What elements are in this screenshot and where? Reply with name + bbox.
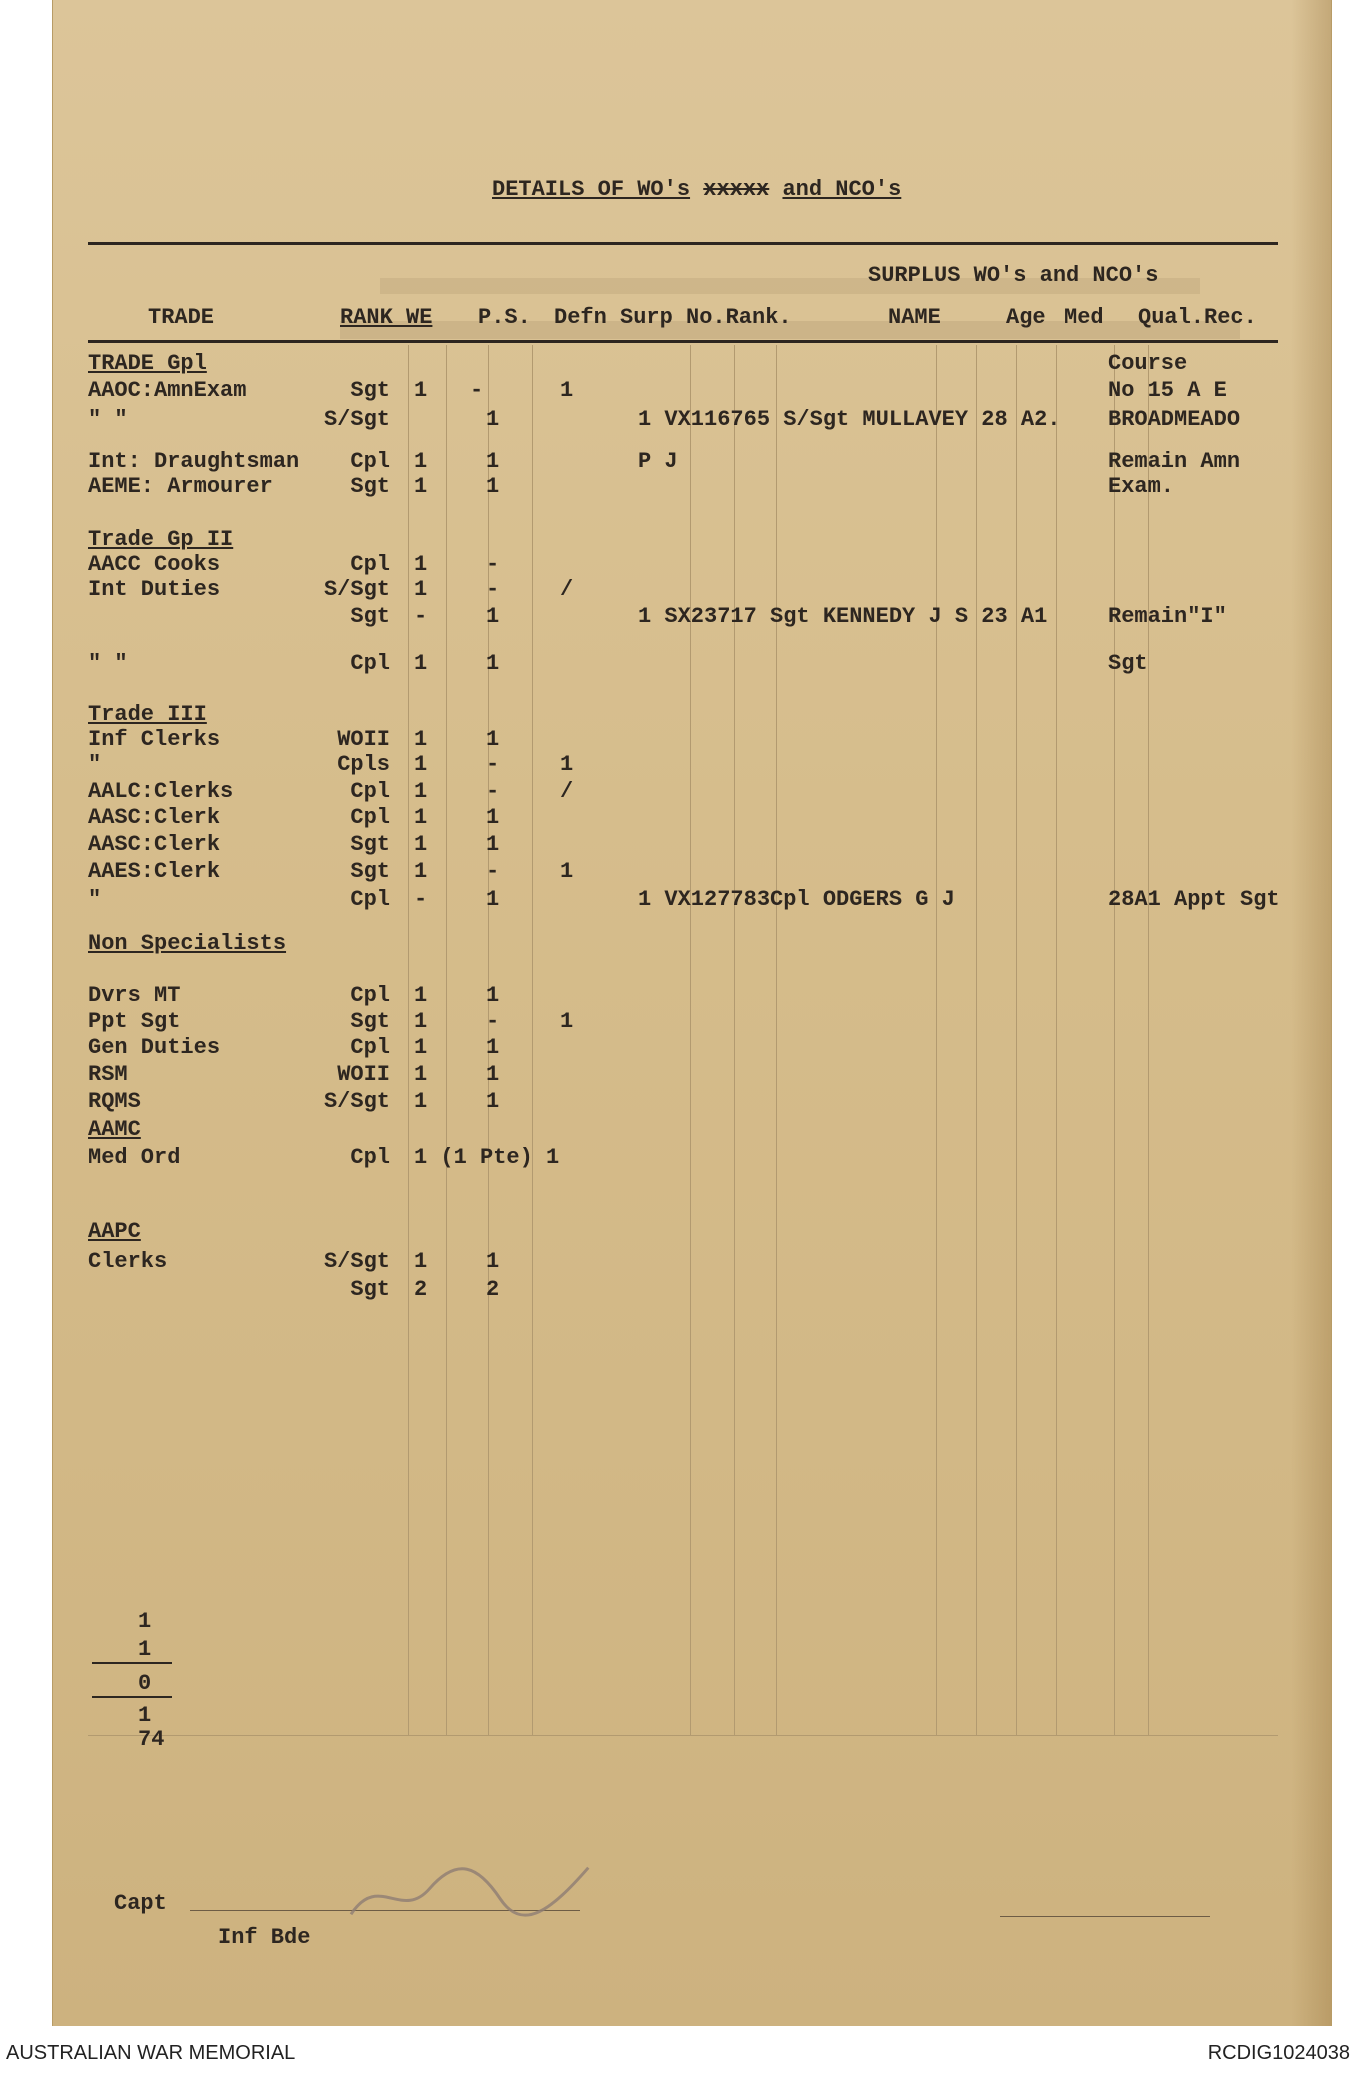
cell-we: - — [414, 604, 428, 629]
cell-remark: BROADMEADO — [1108, 407, 1241, 432]
cell-trade: AAOC:AmnExam — [88, 378, 247, 403]
cell-trade: Int Duties — [88, 577, 221, 602]
cell-trade: " — [88, 752, 102, 777]
cell-we: 1 (1 Pte) 1 — [414, 1145, 560, 1170]
cell-rank: Sgt — [350, 1009, 390, 1034]
grid-line-v2 — [446, 345, 447, 1735]
cell-trade: Trade Gp II — [88, 527, 234, 552]
cell-rank: Sgt — [350, 1277, 390, 1302]
col-trade: TRADE — [148, 305, 215, 330]
cell-trade: TRADE Gpl — [88, 351, 207, 376]
cell-surplus: 1 VX127783Cpl ODGERS G J — [638, 887, 955, 912]
tally-4: 1 — [138, 1703, 152, 1728]
cell-rank: Cpl — [350, 779, 390, 804]
cell-we: 1 — [414, 1089, 428, 1114]
grid-line-v10 — [1016, 345, 1017, 1735]
col-rank-we: RANK WE — [340, 305, 433, 330]
cell-rank: Sgt — [350, 832, 390, 857]
cell-we: 1 — [414, 651, 428, 676]
cell-rank: WOII — [337, 727, 390, 752]
cell-ps: 1 — [486, 1035, 500, 1060]
cell-ps: - — [486, 859, 500, 884]
tally-rule-1 — [92, 1662, 172, 1664]
tally-2: 1 — [138, 1637, 152, 1662]
cell-trade: AASC:Clerk — [88, 832, 221, 857]
cell-ps: - — [486, 577, 500, 602]
despatch-line — [1000, 1916, 1210, 1917]
paper-edge-stain — [1291, 0, 1331, 2026]
cell-rank: Cpl — [350, 449, 390, 474]
col-qual-rec: Qual.Rec. — [1138, 305, 1257, 330]
cell-we: 1 — [414, 727, 428, 752]
cell-we: 1 — [414, 779, 428, 804]
cell-rank: S/Sgt — [323, 577, 390, 602]
cell-rank: S/Sgt — [323, 407, 390, 432]
grid-line-h1 — [88, 1735, 1278, 1736]
cell-trade: Gen Duties — [88, 1035, 221, 1060]
cell-trade: Int: Draughtsman — [88, 449, 300, 474]
cell-surplus: 1 VX116765 S/Sgt MULLAVEY 28 A2. — [638, 407, 1061, 432]
footer-right: RCDIG1024038 — [1207, 2042, 1350, 2064]
cell-rank: WOII — [337, 1062, 390, 1087]
grid-line-v12 — [1114, 345, 1115, 1735]
cell-rank: Cpl — [350, 983, 390, 1008]
cell-ps: - — [486, 552, 500, 577]
cell-ps: 1 — [486, 474, 500, 499]
signature-unit: Inf Bde — [218, 1925, 311, 1950]
cell-rank: Cpl — [350, 887, 390, 912]
cell-we: 1 — [414, 805, 428, 830]
cell-ps: 1 — [486, 832, 500, 857]
grid-line-v7 — [776, 345, 777, 1735]
cell-ps: 1 — [486, 805, 500, 830]
cell-trade: Non Specialists — [88, 931, 287, 956]
cell-rank: Cpl — [350, 1145, 390, 1170]
cell-rank: Cpls — [337, 752, 390, 777]
cell-rank: S/Sgt — [323, 1249, 390, 1274]
col-defn: Defn — [554, 305, 607, 330]
grid-line-v6 — [734, 345, 735, 1735]
col-med: Med — [1064, 305, 1104, 330]
cell-we: 1 — [414, 752, 428, 777]
tally-5: 74 — [138, 1727, 165, 1752]
cell-rank: Cpl — [350, 805, 390, 830]
cell-surplus: P J — [638, 449, 678, 474]
cell-surp: / — [560, 779, 574, 804]
cell-trade: " " — [88, 407, 128, 432]
cell-trade: AEME: Armourer — [88, 474, 273, 499]
tally-1: 1 — [138, 1609, 152, 1634]
cell-rank: Cpl — [350, 1035, 390, 1060]
cell-defn: - — [470, 378, 484, 403]
cell-trade: RSM — [88, 1062, 128, 1087]
grid-line-v8 — [936, 345, 937, 1735]
cell-rank: Sgt — [350, 604, 390, 629]
cell-trade: Med Ord — [88, 1145, 181, 1170]
cell-trade: Ppt Sgt — [88, 1009, 181, 1034]
col-age: Age — [1006, 305, 1046, 330]
cell-rank: Cpl — [350, 552, 390, 577]
cell-we: 1 — [414, 1062, 428, 1087]
cell-trade: Dvrs MT — [88, 983, 181, 1008]
grid-line-v9 — [976, 345, 977, 1735]
cell-surp: / — [560, 577, 574, 602]
cell-ps: 1 — [486, 449, 500, 474]
signature-capt: Capt — [114, 1891, 167, 1916]
cell-rank: S/Sgt — [323, 1089, 390, 1114]
cell-trade: AAPC — [88, 1219, 141, 1244]
cell-surp: 1 — [560, 752, 574, 777]
col-no-rank: No.Rank. — [686, 305, 792, 330]
cell-ps: 1 — [486, 727, 500, 752]
grid-line-v4 — [532, 345, 533, 1735]
col-ps: P.S. — [478, 305, 531, 330]
cell-trade: AALC:Clerks — [88, 779, 234, 804]
cell-surp: 1 — [560, 378, 574, 403]
cell-trade: " — [88, 887, 102, 912]
cell-remark: No 15 A E — [1108, 378, 1227, 403]
cell-trade: AASC:Clerk — [88, 805, 221, 830]
cell-we: 1 — [414, 859, 428, 884]
cell-trade: RQMS — [88, 1089, 141, 1114]
cell-remark: Remain Amn — [1108, 449, 1241, 474]
cell-trade: AAES:Clerk — [88, 859, 221, 884]
cell-we: 1 — [414, 552, 428, 577]
form-title: DETAILS OF WO's xxxxx and NCO's — [492, 177, 902, 202]
cell-ps: - — [486, 752, 500, 777]
cell-remark: 28A1 Appt Sgt — [1108, 887, 1280, 912]
cell-trade: AACC Cooks — [88, 552, 221, 577]
footer-left: AUSTRALIAN WAR MEMORIAL — [6, 2042, 296, 2064]
cell-we: 1 — [414, 1035, 428, 1060]
cell-we: - — [414, 887, 428, 912]
archive-footer — [0, 2026, 1358, 2082]
cell-ps: 1 — [486, 604, 500, 629]
cell-ps: 1 — [486, 1249, 500, 1274]
grid-line-v5 — [690, 345, 691, 1735]
col-name: NAME — [888, 305, 941, 330]
cell-trade: Clerks — [88, 1249, 168, 1274]
cell-ps: 1 — [486, 407, 500, 432]
cell-rank: Sgt — [350, 859, 390, 884]
cell-we: 1 — [414, 1009, 428, 1034]
cell-remark: Course — [1108, 351, 1188, 376]
cell-we: 1 — [414, 378, 428, 403]
cell-ps: 2 — [486, 1277, 500, 1302]
cell-ps: 1 — [486, 887, 500, 912]
cell-we: 1 — [414, 983, 428, 1008]
cell-trade: Trade III — [88, 702, 207, 727]
cell-rank: Sgt — [350, 474, 390, 499]
tally-rule-2 — [92, 1696, 172, 1698]
cell-we: 1 — [414, 474, 428, 499]
cell-surp: 1 — [560, 1009, 574, 1034]
cell-rank: Cpl — [350, 651, 390, 676]
cell-we: 2 — [414, 1277, 428, 1302]
cell-we: 1 — [414, 449, 428, 474]
cell-we: 1 — [414, 577, 428, 602]
cell-surp: 1 — [560, 859, 574, 884]
cell-ps: 1 — [486, 651, 500, 676]
cell-remark: Remain"I" — [1108, 604, 1227, 629]
cell-remark: Sgt — [1108, 651, 1148, 676]
tally-3: 0 — [138, 1671, 152, 1696]
header-rule-top — [88, 242, 1278, 245]
grid-line-v1 — [408, 345, 409, 1735]
cell-surplus: 1 SX23717 Sgt KENNEDY J S 23 A1 — [638, 604, 1048, 629]
grid-line-v13 — [1148, 345, 1149, 1735]
col-surp: Surp — [620, 305, 673, 330]
grid-line-v11 — [1056, 345, 1057, 1735]
cell-we: 1 — [414, 832, 428, 857]
cell-remark: Exam. — [1108, 474, 1175, 499]
cell-trade: " " — [88, 651, 128, 676]
cell-ps: - — [486, 779, 500, 804]
cell-ps: - — [486, 1009, 500, 1034]
cell-we: 1 — [414, 1249, 428, 1274]
surplus-heading: SURPLUS WO's and NCO's — [868, 263, 1159, 288]
header-rule-bottom — [88, 340, 1278, 343]
cell-rank: Sgt — [350, 378, 390, 403]
cell-ps: 1 — [486, 1089, 500, 1114]
cell-ps: 1 — [486, 1062, 500, 1087]
cell-ps: 1 — [486, 983, 500, 1008]
cell-trade: Inf Clerks — [88, 727, 221, 752]
cell-trade: AAMC — [88, 1117, 141, 1142]
